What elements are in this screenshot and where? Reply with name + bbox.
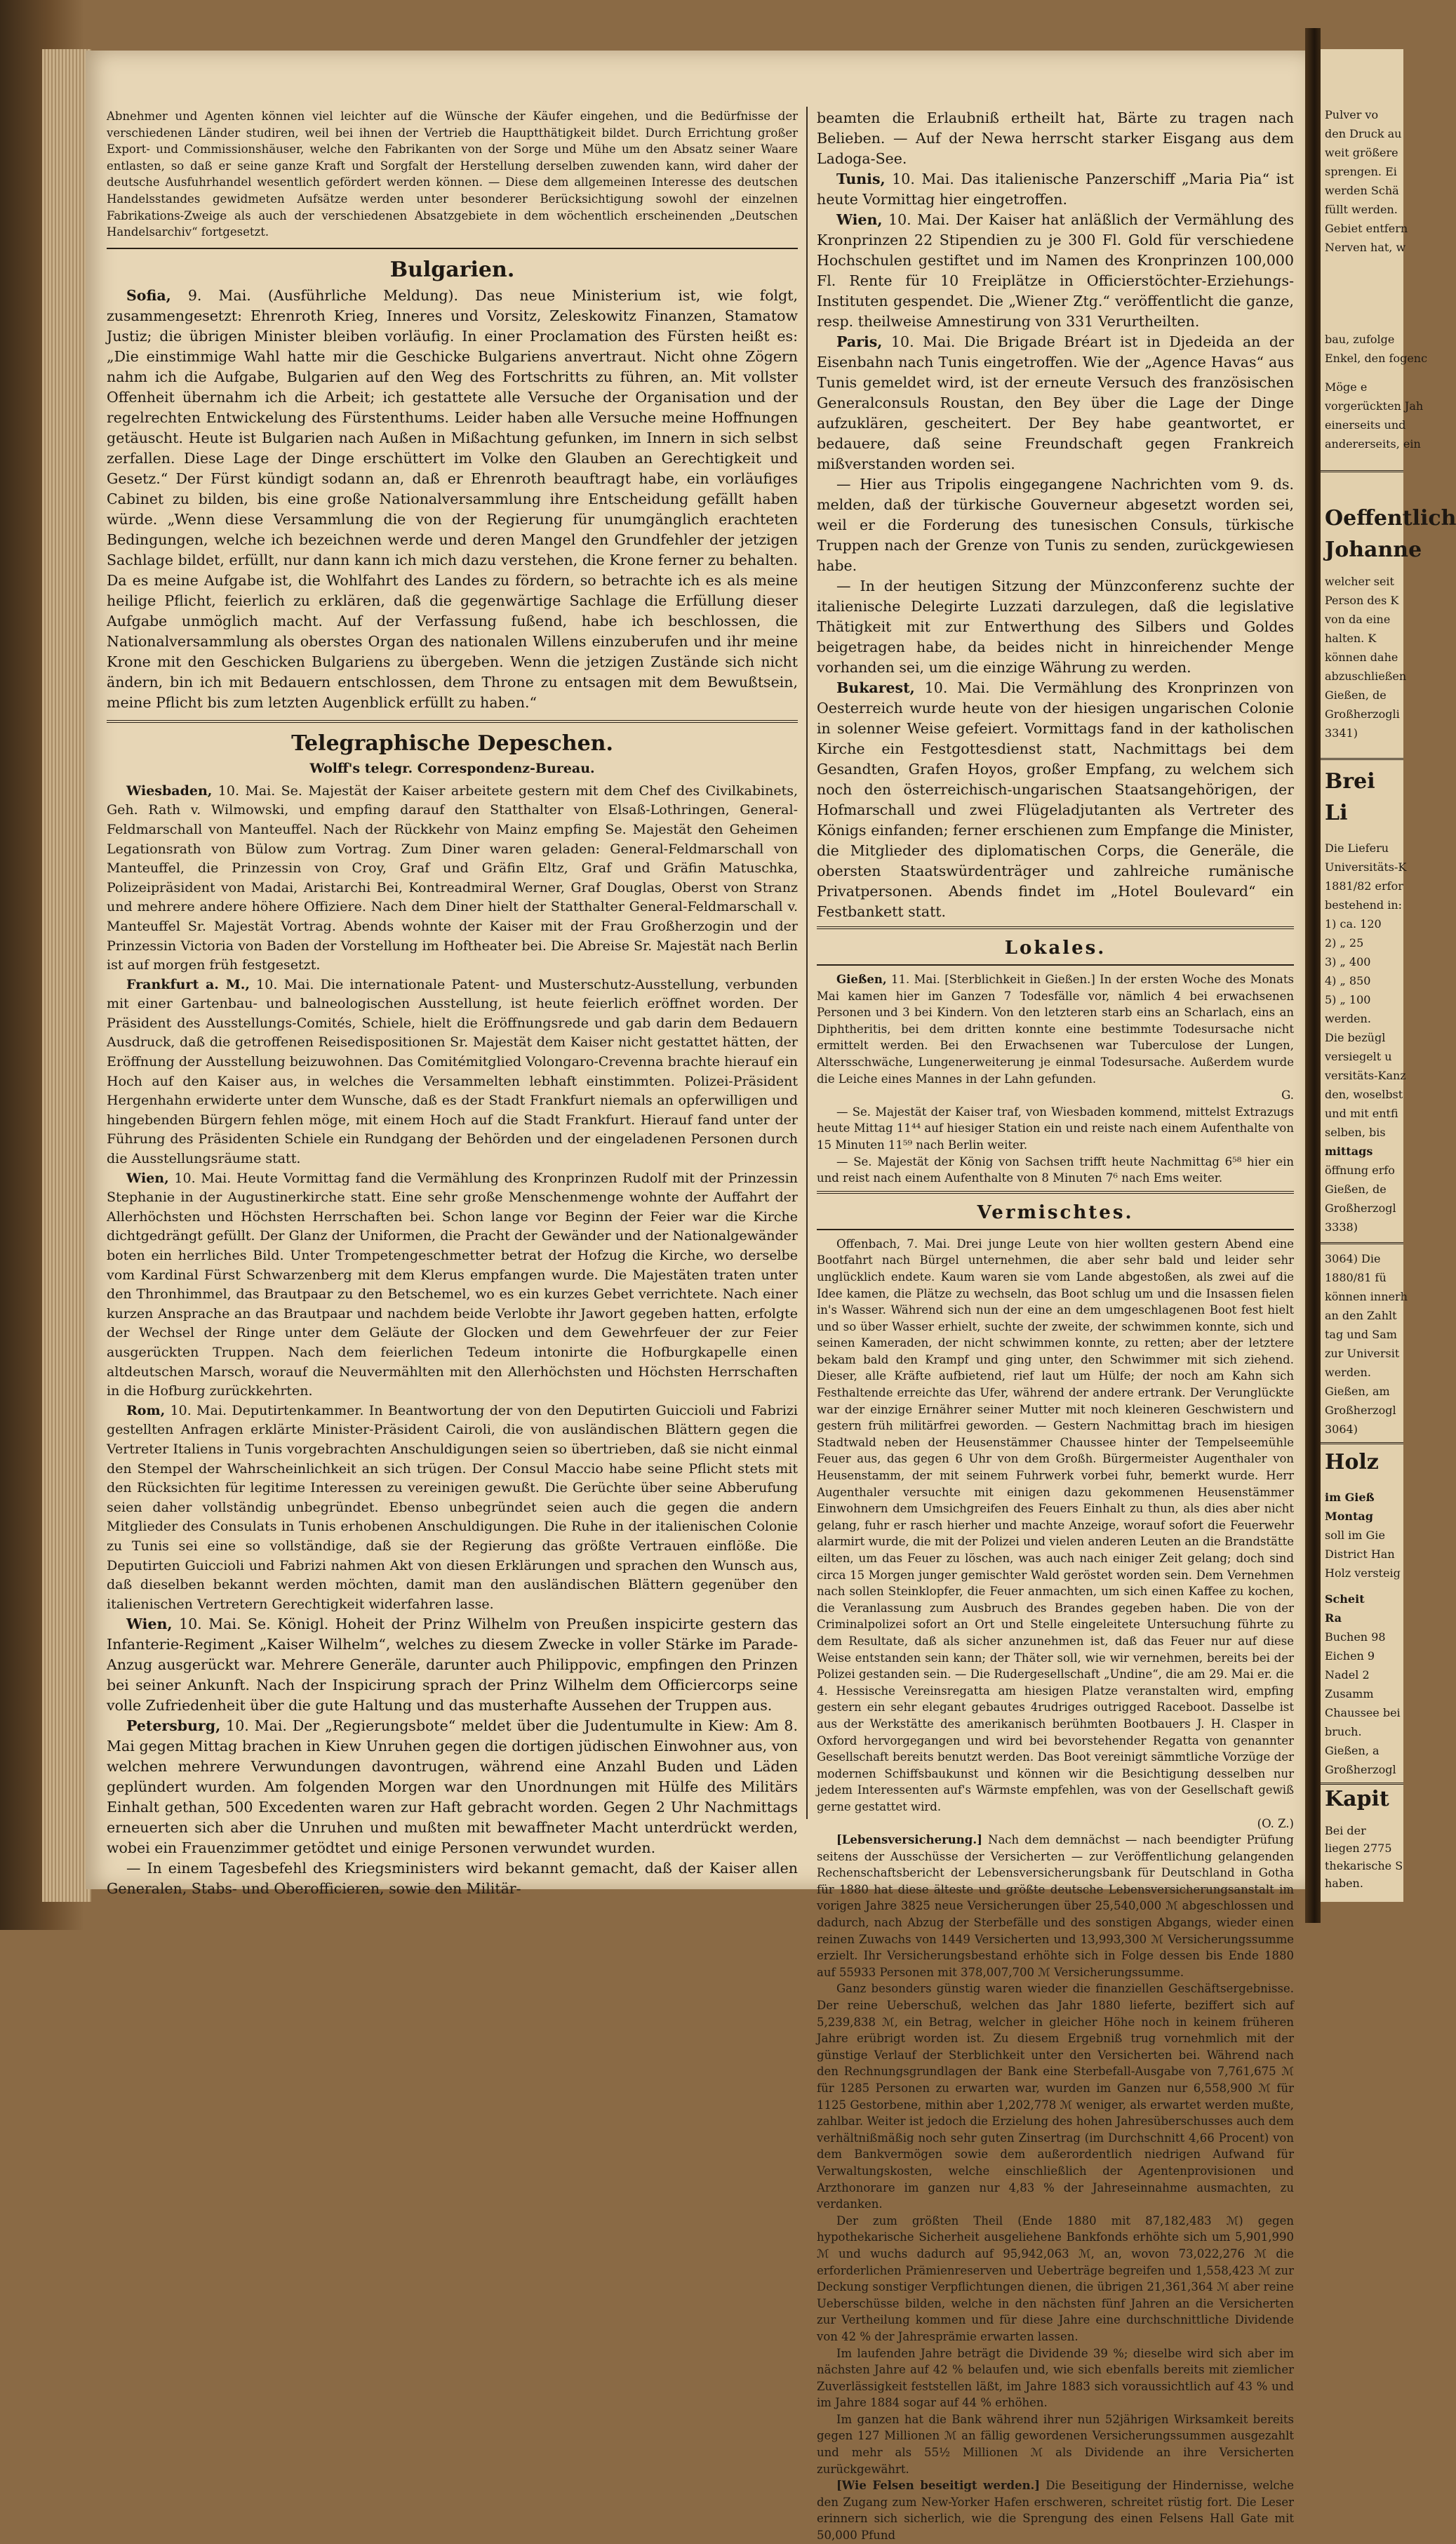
dateline-wien: Wien, (126, 1170, 169, 1186)
article-muenzconferenz: — In der heutigen Sitzung der Münzconferenz suchte der italienische Delegirte Luzzati darzulegen, daß die legislative Thätigkeit mit zur Entwerthung des Silbers und Goldes beigetragen habe, da beides nicht in hinreichender Menge vorhanden sei, um die einzige Währung zu werden. (817, 578, 1294, 676)
article-rom (107, 1401, 798, 1615)
fragment-line: haben. (1325, 1877, 1363, 1890)
fragment-line: 3) „ 400 (1325, 955, 1371, 968)
text-rom: 10. Mai. Deputirtenkammer. In Beantwortung der von den Deputirten Guiccioli und Fabrizi gestellten Anfragen erklärte Minister-Präsident Cairoli, die von ausländischen Blättern gegen die Vertreter Italiens in Tunis vorgebrachten Anschuldigungen seien so übertrieben, daß sie nicht einmal den Stempel der Wahrscheinlichkeit an sich trügen. Der Consul Maccio habe seine Pflicht stets mit den Rücksichten für legitime Interessen zu vereinigen gewußt. Die Gerüchte über seine Abberufung seien daher vollständig unbegründet. Ebenso unbegründet seien auch die gegen die andern Mitglieder des Consulats in Tunis erhobenen Anschuldigungen. Die Ruhe in der italienischen Colonie zu Tunis sei eine so vollständige, daß sie der Regierung das größte Vertrauen einflöße. Die Deputirten Guiccioli und Fabrizi nahmen Akt von diesen Erklärungen und sprachen den Wunsch aus, daß dieselben bekannt werden möchten, damit man den ausländischen Blättern gegenüber den italienischen Vertretern Gerechtigkeit widerfahren lasse. (107, 1402, 798, 1612)
article-kaiser-durchreise: — Se. Majestät der Kaiser traf, von Wiesbaden kommend, mittelst Extrazugs heute Mittag 11⁴⁴ auf hiesiger Station ein und reiste nach einem Aufenthalte von 15 Minuten 11⁵⁹ nach Berlin weiter. (817, 1105, 1294, 1152)
text-wiesbaden: 10. Mai. Se. Majestät der Kaiser arbeitete gestern mit dem Chef des Civilkabinets, Geh. Rath v. Wilmowski, und empfing darauf den Statthalter von Elsaß-Lothringen, General-Feldmarschall von Manteuffel. Nach der Rückkehr von Mainz empfing Se. Majestät den Geheimen Legationsrath von Bülow zum Vortrag. Zum Diner waren geladen: General-Feldmarschall von Manteuffel, die Prinzessin von Croy, Graf und Gräfin Eltz, Graf und Gräfin Matuschka, Polizeipräsident von Madai, Aristarchi Bei, Kontreadmiral Werner, Graf Douglas, Oberst von Stranz und mehrere andere höhere Offiziere. Nach dem Diner hielt der Statthalter General-Feldmarschall v. Manteuffel Sr. Majestät Vortrag. Abends wohnte der Kaiser mit der Frau Großherzogin und der Prinzessin Victoria von Baden der Vorstellung im Hoftheater bei. Die Abreise Sr. Majestät nach Berlin ist auf morgen früh festgesetzt. (107, 782, 798, 973)
fragment-line: von da eine (1325, 613, 1391, 626)
fragment-heading: Brei (1325, 769, 1375, 794)
fragment-line: Person des K (1325, 594, 1399, 607)
section-rule (817, 964, 1294, 966)
export-article-end: Abnehmer und Agenten können viel leichter auf die Wünsche der Käufer eingehen, und die Bedürfnisse der verschiedenen Länder studiren, weil bei ihnen der Vertrieb die Hauptthätigkeit bildet. Durch Errichtung großer Export- und Commissionshäuser, welche den Fabrikanten von der Sorge und Mühe um den Absatz seiner Waare entlasten, so daß er seine ganze Kraft und Sorgfalt der Herstellung derselben zuwenden kann, wird daher der deutsche Ausfuhrhandel wesentlich gefördert werden können. — Diese dem allgemeinen Interesse des deutschen Handelsstandes gewidmeten Aufsätze werden unter besonderer Berücksichtigung sowohl der einzelnen Fabrikations-Zweige als auch der verschiedenen Absatzgebiete in dem wöchentlich erscheinenden „Deutschen Handelsarchiv“ fortgesetzt. (107, 109, 798, 239)
fragment-line: Großherzogl (1325, 1201, 1396, 1215)
fragment-heading: Li (1325, 801, 1348, 825)
article-lebensversicherung-4: Im laufenden Jahre beträgt die Dividende 39 %; dieselbe wird sich aber im nächsten Jahre auf 42 % belaufen und, wie sich ebenfalls bereits mit ziemlicher Zuverlässigkeit feststellen läßt, im Jahre 1883 sich voraussichtlich auf 43 % und im Jahre 1884 sogar auf 44 % erhöhen. (817, 2346, 1294, 2410)
fragment-line: Großherzogl (1325, 1404, 1396, 1417)
left-column (107, 108, 798, 1899)
fragment-line: soll im Gie (1325, 1529, 1385, 1542)
dateline-petersburg: Petersburg, (126, 1717, 221, 1735)
dateline-rom: Rom, (126, 1402, 166, 1418)
dateline-giessen: Gießen, (836, 973, 887, 986)
next-page-fragment (1321, 49, 1456, 1902)
text-wien: 10. Mai. Heute Vormittag fand die Vermählung des Kronprinzen Rudolf mit der Prinzessin Stephanie in der Augustinerkirche statt. Eine sehr große Menschenmenge wohnte der Auffahrt der Allerhöchsten und Höchsten Herrschaften bei. Schon lange vor Beginn der Feier war die Kirche dichtgedrängt gefüllt. Der Glanz der Uniformen, die Pracht der Gewänder und der Nationalgewänder boten ein herrliches Bild. Unter Trompetengeschmetter betrat der Hofzug die Kirche, wo derselbe vom Kardinal Fürst Schwarzenberg mit dem Klerus empfangen wurde. Die Majestäten traten unter den Thronhimmel, das Brautpaar zu den Betschemel, wo es ein kurzes Gebet verrichtete. Nach einer kurzen Ansprache an das Brautpaar und nachdem beide Verlobte ihr Jawort gegeben hatten, erfolgte der Wechsel der Ringe unter dem Geläute der Glocken und dem Gewehrfeuer der zur Feier ausgerückten Truppen. Nach dem feierlichen Tedeum intonirte die Hofburgkapelle einen altdeutschen Marsch, worauf die Neuvermählten mit den Allerhöchsten und Höchsten Herrschaften in die Hofburg zurückkehrten. (107, 1170, 798, 1399)
fragment-line: den, woselbst (1325, 1088, 1403, 1101)
fragment-line: vorgerückten Jah (1325, 399, 1424, 413)
text-giessen: 11. Mai. [Sterblichkeit in Gießen.] In der ersten Woche des Monats Mai kamen hier im Ganzen 7 Todesfälle vor, nämlich 4 bei erwachsenen Personen und 3 bei Kindern. Von den letzteren starb eins an Scharlach, eins an Diphtheritis, bei dem dritten konnte eine bestimmte Todesursache nicht ermittelt werden. Bei den Erwachsenen war Tuberculose der Lungen, Altersschwäche, Lungenerweiterung je einmal Todesursache. Außerdem wurde die Leiche eines Mannes in der Lahn gefunden. (817, 973, 1294, 1086)
text-felsen: Die Beseitigung der Hindernisse, welche den Zugang zum New-Yorker Hafen erschweren, schreitet rüstig fort. Die Leser erinnern sich sicherlich, wie die Sprengung des einen Felsens Hall Gate mit 50,000 Pfund (817, 2479, 1294, 2543)
dateline-tunis: Tunis, (836, 171, 886, 187)
signature-offenbach: (O. Z.) (1257, 1816, 1294, 1830)
fragment-line: füllt werden. (1325, 203, 1398, 216)
fragment-line: bestehend in: (1325, 898, 1403, 912)
dateline-paris: Paris, (836, 333, 883, 350)
fragment-line: Möge e (1325, 380, 1368, 394)
article-lebensversicherung-3: Der zum größten Theil (Ende 1880 mit 87,182,483 ℳ) gegen hypothekarische Sicherheit ausgeliehene Bankfonds erhöhte sich um 5,901,990 ℳ und wuchs dadurch auf 95,942,063 ℳ, an, wovon 73,022,276 ℳ die erforderlichen Prämienreserven und Ueberträge begreifen und 1,558,423 ℳ zur Deckung sonstiger Verpflichtungen dienen, die übrigen 21,361,364 ℳ aber reine Ueberschüsse bilden, welche in den nächsten fünf Jahren an die Versicherten zur Vertheilung kommen und für diese Jahre eine durchschnittliche Dividende von 42 % der Jahresprämie erwarten lassen. (817, 2213, 1294, 2343)
fragment-line: zur Universit (1325, 1347, 1400, 1360)
section-rule (817, 926, 1294, 929)
article-wiesbaden (107, 782, 798, 975)
fragment-heading: Kapit (1325, 1787, 1389, 1811)
heading-vermischtes: Vermischtes. (977, 1201, 1134, 1223)
article-bukarest (817, 678, 1294, 922)
column-divider (806, 107, 808, 1819)
fragment-line: öffnung erfo (1325, 1164, 1395, 1177)
article-wien-vermaehlung (107, 1169, 798, 1401)
fragment-line: Holz versteig (1325, 1566, 1401, 1580)
fragment-line: 1880/81 fü (1325, 1271, 1387, 1284)
text-sofia: 9. Mai. (Ausführliche Meldung). Das neue Ministerium ist, wie folgt, zusammengesetzt: Ehrenroth Krieg, Inneres und Vorsitz, Zeleskowitz Finanzen, Stamatow Justiz; die übrigen Minister bleiben vorläufig. In einer Proclamation des Fürsten heißt es: „Die einstimmige Wahl hatte mir die Geschicke Bulgariens anvertraut. Nicht ohne Zögern nahm ich die Aufgabe, Bulgarien auf den Weg des Fortschritts zu führen, an. Mit vollster Offenheit übernahm ich die Arbeit; ich gestattete alle Versuche der Organisation und der regelrechten Entwickelung des Fürstenthums. Leider haben alle Versuche meine Hoffnungen getäuscht. Heute ist Bulgarien nach Außen in Mißachtung gefunken, im Innern in sich selbst zerfallen. Diese Lage der Dinge erschüttert im Volke den Glauben an Gerechtigkeit und Gesetz.“ Der Fürst kündigt sodann an, daß er Ehrenroth beauftragt habe, ein vorläufiges Cabinet zu bilden, bis eine große Nationalversammlung ihre Entscheidung gefällt haben würde. „Wenn diese Versammlung die von der Regierung für unumgänglich erachteten Bedingungen, welche ich bezeichnen werde und deren Mangel den Grundfehler der jetzigen Sachlage bildet, erfüllt, nur dann kann ich mich dazu verstehen, die Krone ferner zu behalten. Da es meine Aufgabe ist, die Wohlfahrt des Landes zu fördern, so betrachte ich es als meine heilige Pflicht, feierlich zu erklären, daß die gegenwärtige Sachlage die Erfüllung dieser Aufgabe unmöglich macht. Auf der Verfassung fußend, habe ich beschlossen, die Nationalversammlung als oberstes Organ des nationalen Willens einzuberufen und ihr meine Krone mit den Geschicken Bulgariens zu übergeben. Wenn die jetzigen Zustände sich nicht ändern, bin ich mit Bedauern entschlossen, dem Throne zu entsagen mit dem Bewußtsein, meine Pflicht bis zum letzten Augenblick erfüllt zu haben.“ (107, 286, 798, 711)
fragment-line: werden. (1325, 1366, 1371, 1379)
dateline-wien: Wien, (126, 1616, 173, 1633)
section-rule (1321, 1783, 1403, 1785)
section-rule (1321, 758, 1403, 760)
headline-felsen: [Wie Felsen beseitigt werden.] (836, 2479, 1041, 2493)
article-petersburg (107, 1716, 798, 1858)
fragment-line: versitäts-Kanz (1325, 1069, 1406, 1082)
article-tagesbefehl: — In einem Tagesbefehl des Kriegsministers wird bekannt gemacht, daß der Kaiser allen Generalen, Stabs- und Oberofficieren, sowie den Militär- (107, 1860, 798, 1898)
fragment-line: einerseits und (1325, 418, 1406, 432)
fragment-line: an den Zahlt (1325, 1309, 1397, 1322)
fragment-line: Pulver vo (1325, 108, 1379, 121)
fragment-line: Gießen, de (1325, 1183, 1387, 1196)
page-edges (42, 49, 91, 1902)
fragment-line: halten. K (1325, 632, 1377, 645)
dateline-wien: Wien, (836, 211, 883, 228)
fragment-line: Zusamm (1325, 1687, 1374, 1700)
fragment-line: 4) „ 850 (1325, 974, 1371, 987)
text-paris: 10. Mai. Die Brigade Bréart ist in Djedeida an der Eisenbahn nach Tunis eingetroffen. Wie der „Agence Havas“ aus Tunis gemeldet wird, ist der erneute Versuch des französischen Generalconsuls Roustan, den Bey über die Lage der Dinge aufzuklären, gescheitert. Der Bey habe geantwortet, er bedauere, daß seine Freundschaft gegen Frankreich mißverstanden worden sei. (817, 333, 1294, 472)
section-rule (107, 248, 798, 249)
article-tunis (817, 169, 1294, 210)
fragment-line: Gießen, am (1325, 1385, 1390, 1398)
fragment-line: bruch. (1325, 1725, 1362, 1738)
fragment-line: können innerh (1325, 1290, 1408, 1303)
fragment-line: tag und Sam (1325, 1328, 1397, 1341)
headline-lebensversicherung: [Lebensversicherung.] (836, 1833, 982, 1847)
fragment-line: werden. (1325, 1012, 1371, 1025)
fragment-line: Scheit (1325, 1592, 1365, 1606)
article-offenbach: Offenbach, 7. Mai. Drei junge Leute von hier wollten gestern Abend eine Bootfahrt nach Bürgel unternehmen, die aber sehr bald und leider sehr unglücklich endete. Kaum waren sie vom Lande abgestoßen, als zwei auf die Idee kamen, die Plätze zu wechseln, das Boot schlug um und die Insassen fielen in's Wasser. Während sich nun der eine an dem umgeschlagenen Boot fest hielt und so über Wasser erhielt, suchte der zweite, der schwimmen konnte, sich und seinen Kameraden, der nicht schwimmen konnte, zu retten; aber der letztere bekam bald den Krampf und ging unter, den Schwimmer mit sich ziehend. Dieser, alle Kräfte aufbietend, rief laut um Hülfe; der noch am Kahn sich Festhaltende erreichte das Ufer, während der andere ertrank. Der Verunglückte war der einzige Ernährer seiner Mutter mit noch kleineren Geschwistern und gestern früh militärfrei geworden. — Gestern Nachmittag brach im hiesigen Stadtwald neben der Heusenstämmer Chaussee hinter der Tempelseemühle Feuer aus, das gegen 6 Uhr von dem Großh. Bürgermeister Augenthaler von Heusenstamm, der mit seinem Fuhrwerk vorbei fuhr, bemerkt wurde. Herr Augenthaler versuchte mit einigen dazu gekommenen Heusenstämmer Einwohnern dem Umsichgreifen des Feuers Einhalt zu thun, als dies aber nicht gelang, fuhr er rasch hierher und machte Anzeige, worauf sofort die Feuerwehr alarmirt wurde, die mit der Polizei und vielen anderen Leuten an die Brandstätte eilten, um das Feuer zu löschen, was auch nach einiger Zeit gelang; doch sind circa 15 Morgen junger gemischter Wald geröstet worden sein. Dem Vernehmen nach sollen Steinklopfer, die Feuer anmachten, um sich einen Kaffee zu kochen, die Veranlassung zum Ausbruch des Brandes gegeben haben. Die von der Criminalpolizei sofort an Ort und Stelle eingeleitete Untersuchung führte zu dem Resultate, daß als sicher anzunehmen ist, daß das Feuer nur auf diese Weise entstanden sein kann; der Thäter soll, wie wir vernehmen, bereits bei der Polizei gestanden sein. — Die Rudergesellschaft „Undine“, die am 29. Mai er. die 4. Hessische Vereinsregatta am hiesigen Platze veranstalten wird, empfing gestern ein sehr elegant gebautes 4rudriges outrigged Raceboot. Dasselbe ist aus der Werkstätte des amerikanisch berühmten Bootbauers J. H. Clasper in Oxford hervorgegangen und wird bei bevorstehender Regatta von genannter Gesellschaft bereits benutzt werden. Das Boot vereinigt sämmtliche Vorzüge der modernen Schiffsbaukunst und können wir die Besichtigung desselben nur jedem Interessenten auf's Wärmste empfehlen, was von der Gesellschaft gewiß gerne gestattet wird. (817, 1237, 1294, 1813)
fragment-line: 3341) (1325, 726, 1358, 740)
heading-lokales: Lokales. (1004, 938, 1107, 959)
fragment-line: werden Schä (1325, 184, 1399, 197)
fragment-line: Gießen, de (1325, 688, 1387, 702)
fragment-line: Bei der (1325, 1824, 1366, 1837)
fragment-line: Die Lieferu (1325, 841, 1389, 855)
text-wien: 10. Mai. Der Kaiser hat anläßlich der Vermählung des Kronprinzen 22 Stipendien zu je 300 Fl. Gold für verschiedene Hochschulen gestiftet und im Namen des Kronprinzen 100,000 Fl. Rente für 10 Freiplätze in Officierstöchter-Erziehungs-Instituten gespendet. Die „Wiener Ztg.“ veröffentlicht die ganze, resp. theilweise Amnestirung von 331 Verurtheilten. (817, 211, 1294, 330)
fragment-line: liegen 2775 (1325, 1842, 1392, 1855)
fragment-line: abzuschließen (1325, 670, 1407, 683)
fragment-line: 1881/82 erfor (1325, 879, 1403, 893)
fragment-line: District Han (1325, 1547, 1395, 1561)
book-gutter (1305, 28, 1321, 1923)
article-tripolis: — Hier aus Tripolis eingegangene Nachrichten vom 9. ds. melden, daß der türkische Gouverneur abgesetzt worden sei, weil er die Forderung des tunesischen Consuls, türkische Truppen nach der Grenze von Tunis zu senden, zurückgewiesen habe. (817, 476, 1294, 574)
article-sofia (107, 286, 798, 713)
fragment-line: Die bezügl (1325, 1031, 1386, 1044)
fragment-line: Großherzogli (1325, 707, 1400, 721)
text-frankfurt: 10. Mai. Die internationale Patent- und Musterschutz-Ausstellung, verbunden mit einer Gartenbau- und balneologischen Ausstellung, ist heute feierlich eröffnet worden. Der Präsident des Ausstellungs-Comités, Schiele, hielt die Eröffnungsrede und gab darin dem Bedauern Ausdruck, daß die getroffenen Reisedispositionen Sr. Majestät dem Kaiser nicht gestattet hätten, der Eröffnung der Ausstellung beizuwohnen. Das Comitémitglied Volongaro-Crevenna brachte hierauf ein Hoch auf den Kaiser aus, in welches die Versammelten lebhaft einstimmten. Polizei-Präsident Hergenhahn erwiderte unter dem Wunsche, daß es der Stadt Frankfurt niemals an opferwilligen und hingebenden Bürgern fehlen möge, mit einem Hoch auf die Stadt Frankfurt. Hierauf fand unter der Führung des Präsidenten Schiele ein Rundgang der Behörden und der eingeladenen Personen durch die Ausstellungsräume statt. (107, 976, 798, 1167)
fragment-line: Gießen, a (1325, 1744, 1380, 1757)
fragment-line: Nerven hat, w (1325, 241, 1406, 254)
section-rule (1321, 470, 1403, 472)
fragment-line: Nadel 2 (1325, 1668, 1370, 1681)
fragment-heading: Oeffentlich (1325, 506, 1456, 531)
section-rule (817, 1191, 1294, 1194)
article-lebensversicherung-2: Ganz besonders günstig waren wieder die finanziellen Geschäftsergebnisse. Der reine Ueberschuß, welchen das Jahr 1880 lieferte, beziffert sich auf 5,239,838 ℳ, ein Betrag, welcher in gleicher Höhe noch in keinem früheren Jahre erübrigt worden ist. Zu diesem Ergebniß trug vornehmlich mit der günstige Verlauf der Sterblichkeit unter den Versicherten bei. Während nach den Rechnungsgrundlagen der Bank eine Sterbefall-Ausgabe von 7,761,675 ℳ für 1285 Personen zu erwarten war, wurden im Ganzen nur 6,558,900 ℳ für 1125 Gestorbene, mithin aber 1,202,778 ℳ weniger, als erwartet werden mußte, zahlbar. Weiter ist jedoch die Erzielung des hohen Jahresüberschusses auch dem verhältnißmäßig noch sehr guten Zinsertrag (im Durchschnitt 4,66 Procent) von dem Bankvermögen sowie dem außerordentlich niedrigen Aufwand für Verwaltungskosten, welche einschließlich der Agentenprovisionen und Arzthonorare im ganzen nur 4,83 % der Jahreseinnahme ausmachten, zu verdanken. (817, 1982, 1294, 2211)
fragment-line: 3338) (1325, 1220, 1358, 1234)
section-rule (817, 1229, 1294, 1230)
fragment-line: versiegelt u (1325, 1050, 1392, 1063)
article-wien-prinz-wilhelm (107, 1614, 798, 1716)
fragment-line: 1) ca. 120 (1325, 917, 1382, 931)
fragment-line: Montag (1325, 1510, 1373, 1523)
section-rule (1321, 1242, 1403, 1244)
article-giessen (817, 971, 1294, 1087)
fragment-line: und mit entfi (1325, 1107, 1398, 1120)
article-felsen (817, 2477, 1294, 2543)
signature-giessen: G. (1281, 1088, 1294, 1103)
article-continuation: beamten die Erlaubniß ertheilt hat, Bärte zu tragen nach Belieben. — Auf der Newa herrscht starker Eisgang aus dem Ladoga-See. (817, 109, 1294, 167)
fragment-line: mittags (1325, 1145, 1373, 1158)
section-rule (1321, 1442, 1403, 1444)
fragment-line: im Gieß (1325, 1491, 1375, 1504)
article-frankfurt (107, 975, 798, 1169)
fragment-line: Chaussee bei (1325, 1706, 1401, 1719)
fragment-line: Enkel, den fogenc (1325, 352, 1428, 365)
section-rule (107, 720, 798, 723)
fragment-line: Universitäts-K (1325, 860, 1407, 874)
fragment-line: selben, bis (1325, 1126, 1386, 1139)
fragment-line: 5) „ 100 (1325, 993, 1371, 1006)
fragment-heading: Holz (1325, 1450, 1379, 1474)
heading-wolff-bureau: Wolff's telegr. Correspondenz-Bureau. (309, 760, 595, 776)
fragment-line: weit größere (1325, 146, 1398, 159)
dateline-bukarest: Bukarest, (836, 679, 915, 696)
fragment-line: thekarische S (1325, 1859, 1403, 1872)
fragment-line: Eichen 9 (1325, 1649, 1375, 1663)
fragment-line: andererseits, ein (1325, 437, 1421, 451)
dateline-wiesbaden: Wiesbaden, (126, 782, 213, 799)
fragment-line: 2) „ 25 (1325, 936, 1364, 950)
fragment-line: Großherzogl (1325, 1763, 1396, 1776)
fragment-line: 3064) (1325, 1423, 1358, 1436)
article-lebensversicherung (817, 1832, 1294, 1980)
text-wien: 10. Mai. Se. Königl. Hoheit der Prinz Wilhelm von Preußen inspicirte gestern das Infanterie-Regiment „Kaiser Wilhelm“, welches zu diesem Zwecke in voller Stärke im Parade-Anzug ausgerückt war. Mehrere Generäle, darunter auch Philippovic, empfingen den Prinzen bei seiner Ankunft. Nach der Inspicirung sprach der Prinz Wilhelm dem Officiercorps seine volle Zufriedenheit über die gute Haltung und das musterhafte Aussehen der Truppen aus. (107, 1616, 798, 1714)
fragment-line: welcher seit (1325, 575, 1394, 588)
fragment-line: sprengen. Ei (1325, 165, 1397, 178)
article-paris (817, 332, 1294, 474)
article-wien-stipendien (817, 210, 1294, 332)
right-column (817, 108, 1294, 2544)
fragment-line: den Druck au (1325, 127, 1402, 140)
article-koenig-sachsen: — Se. Majestät der König von Sachsen trifft heute Nachmittag 6⁵⁸ hier ein und reist nach einem Aufenthalte von 8 Minuten 7⁶ nach Ems weiter. (817, 1154, 1294, 1185)
dateline-sofia: Sofia, (126, 286, 171, 304)
fragment-line: Buchen 98 (1325, 1630, 1386, 1644)
fragment-line: Gebiet entfern (1325, 222, 1408, 235)
text-petersburg: 10. Mai. Der „Regierungsbote“ meldet über die Judentumulte in Kiew: Am 8. Mai gegen Mittag brachen in Kiew Unruhen gegen die dortigen jüdischen Einwohner aus, von welchen mehrere Verwundungen davontrugen, während eine Anzahl Buden und Läden geplündert wurden. Am folgenden Morgen war den Unordnungen mit Hülfe des Militärs Einhalt gethan, 500 Excedenten waren zur Haft gebracht worden. Gegen 2 Uhr Nachmittags erneuerten sich aber die Unruhen und mußten mit bewaffneter Macht unterdrückt werden, wobei ein Frauenzimmer getödtet und einige Personen verwundet wurden. (107, 1717, 798, 1857)
newspaper-page (86, 51, 1305, 2543)
fragment-line: können dahe (1325, 651, 1398, 664)
text-lebensversicherung: Nach dem demnächst — nach beendigter Prüfung seitens der Ausschüsse der Versicherten — zur Veröffentlichung gelangenden Rechenschaftsbericht der Lebensversicherungsbank für Deutschland in Gotha für 1880 hat diese älteste und größte deutsche Lebensversicherungsanstalt im vorigen Jahre 3825 neue Versicherungen über 25,540,000 ℳ abgeschlossen und dadurch, nach Abzug der Sterbefälle und des sonstigen Abgangs, wieder einen reinen Zuwachs von 1449 Versicherten und 13,993,300 ℳ Versicherungssumme erzielt. Ihr Versicherungsbestand erhöhte sich in Folge dessen bis Ende 1880 auf 55933 Personen mit 378,007,700 ℳ Versicherungssumme. (817, 1833, 1294, 1979)
fragment-line: bau, zufolge (1325, 333, 1395, 346)
text-tunis: 10. Mai. Das italienische Panzerschiff „Maria Pia“ ist heute Vormittag hier eingetroffen. (817, 171, 1294, 208)
heading-telegraphische-depeschen: Telegraphische Depeschen. (291, 731, 613, 756)
fragment-line: Ra (1325, 1611, 1342, 1625)
heading-bulgarien: Bulgarien. (389, 257, 515, 282)
article-lebensversicherung-5: Im ganzen hat die Bank während ihrer nun 52jährigen Wirksamkeit bereits gegen 127 Millionen ℳ an fällig gewordenen Versicherungssummen ausgezahlt und mehr als 55½ Millionen ℳ als Dividende an ihre Versicherten zurückgewährt. (817, 2412, 1294, 2476)
dateline-frankfurt: Frankfurt a. M., (126, 976, 250, 992)
text-bukarest: 10. Mai. Die Vermählung des Kronprinzen von Oesterreich wurde heute von der hiesigen ungarischen Colonie in solenner Weise gefeiert. Vormittags fand in der katholischen Kirche ein Festgottesdienst statt, Nachmittags bei dem Gesandten, Grafen Hoyos, großer Empfang, zu welchem sich noch den österreichisch-ungarischen Staatsangehörigen, der Hofmarschall und zwei Flügeladjutanten als Vertreter des Königs einfanden; ferner erschienen zum Empfange die Minister, die Mitglieder des diplomatischen Corps, die Generäle, die obersten Staatswürdenträger und zahlreiche rumänische Privatpersonen. Abends findet im „Hotel Boulevard“ ein Festbankett statt. (817, 679, 1294, 920)
fragment-line: 3064) Die (1325, 1252, 1381, 1265)
fragment-heading: Johanne (1325, 538, 1422, 562)
